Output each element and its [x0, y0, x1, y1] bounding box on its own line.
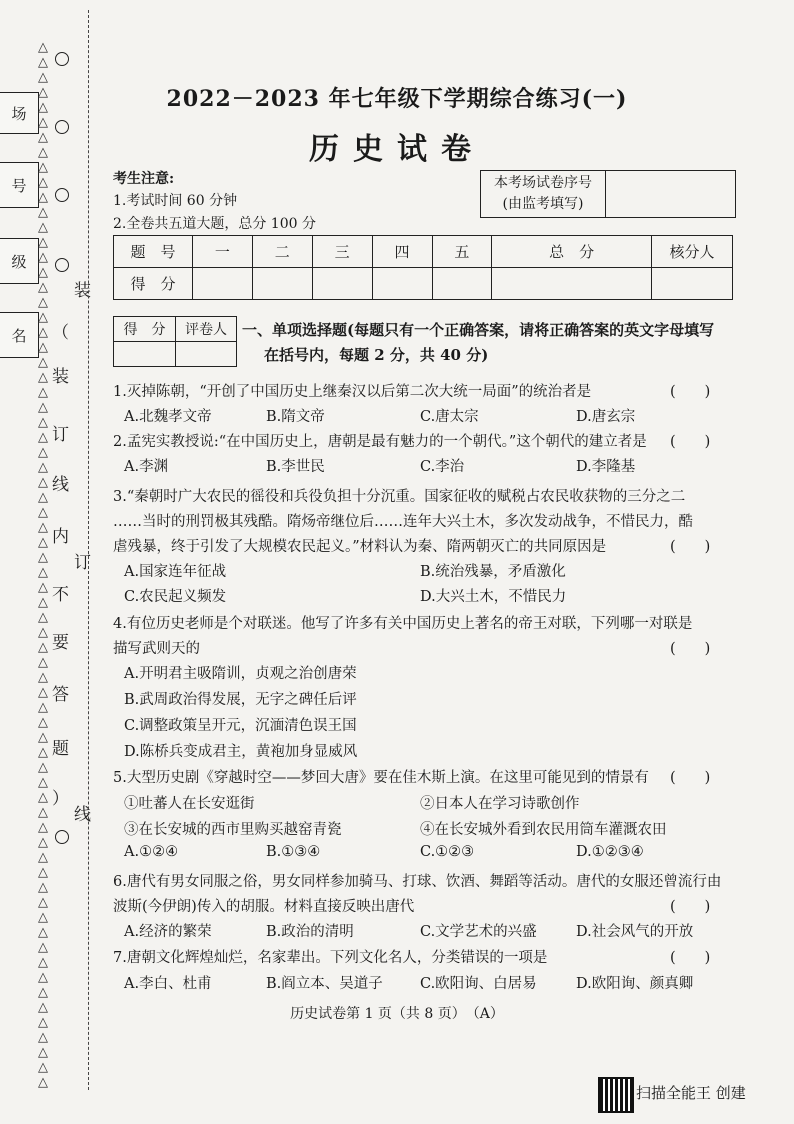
binding-dashed-line — [88, 10, 89, 1090]
triangle-column — [34, 40, 52, 1090]
score-cell[interactable] — [312, 268, 372, 300]
question-6-stem-line: 波斯(今伊朗)传入的胡服。材料直接反映出唐代 — [113, 899, 415, 915]
answer-paren[interactable]: ( ) — [670, 384, 711, 400]
score-header-cell: 核分人 — [652, 236, 733, 268]
question-5-stem: 5.大型历史剧《穿越时空——梦回大唐》要在佳木斯上演。在这里可能见到的情景有 — [113, 770, 649, 786]
score-header-cell: 五 — [432, 236, 492, 268]
triangle-mark: △ — [38, 685, 48, 700]
grader-score-label: 得 分 — [114, 317, 176, 342]
notice-item: 1.考试时间 60 分钟 — [113, 193, 238, 209]
triangle-mark: △ — [38, 865, 48, 880]
box-banji: 级 — [0, 238, 39, 284]
question-2-stem: 2.孟宪实教授说:“在中国历史上，唐朝是最有魅力的一个朝代。”这个朝代的建立者是 — [113, 434, 647, 450]
statement-item: ④在长安城外看到农民用筒车灌溉农田 — [420, 822, 667, 838]
option: D.欧阳询、颜真卿 — [576, 976, 694, 992]
option: C.调整政策呈开元，沉湎清色误王国 — [124, 718, 357, 734]
triangle-mark: △ — [38, 190, 48, 205]
question-6-stem-line: 6.唐代有男女同服之俗，男女同样参加骑马、打球、饮酒、舞蹈等活动。唐代的女服还曾流行由 — [113, 874, 722, 890]
binding-char: 答 — [52, 685, 69, 705]
option: A.李白、杜甫 — [124, 976, 212, 992]
answer-paren[interactable]: ( ) — [670, 950, 711, 966]
triangle-mark: △ — [38, 910, 48, 925]
section1-line: 一、单项选择题(每题只有一个正确答案，请将正确答案的英文字母填写 — [242, 321, 715, 339]
triangle-mark: △ — [38, 940, 48, 955]
triangle-mark: △ — [38, 385, 48, 400]
grader-name-label: 评卷人 — [176, 317, 237, 342]
triangle-mark: △ — [38, 610, 48, 625]
option: B.隋文帝 — [266, 409, 325, 425]
question-3-stem-line: ……当时的刑罚极其残酷。隋炀帝继位后……连年大兴土木，多次发动战争，不惜民力，酷 — [113, 514, 693, 530]
score-header-cell: 一 — [193, 236, 253, 268]
binding-char: 订 — [74, 553, 91, 573]
option: D.唐玄宗 — [576, 409, 636, 425]
triangle-mark: △ — [38, 850, 48, 865]
score-cell[interactable] — [252, 268, 312, 300]
triangle-mark: △ — [38, 175, 48, 190]
option: B.统治残暴，矛盾激化 — [420, 564, 566, 580]
triangle-mark: △ — [38, 745, 48, 760]
triangle-mark: △ — [38, 40, 48, 55]
score-row-label: 得 分 — [114, 268, 193, 300]
triangle-mark: △ — [38, 985, 48, 1000]
seat-number-label — [481, 171, 606, 217]
triangle-mark: △ — [38, 790, 48, 805]
triangle-mark: △ — [38, 535, 48, 550]
binding-char: 装 — [52, 367, 69, 387]
circle-mark — [55, 188, 69, 202]
triangle-mark: △ — [38, 550, 48, 565]
triangle-mark: △ — [38, 250, 48, 265]
triangle-mark: △ — [38, 115, 48, 130]
score-header-cell: 二 — [252, 236, 312, 268]
triangle-mark: △ — [38, 520, 48, 535]
triangle-mark: △ — [38, 970, 48, 985]
triangle-mark: △ — [38, 775, 48, 790]
box-kaochang: 场 — [0, 92, 39, 134]
statement-item: ③在长安城的西市里购买越窑青瓷 — [124, 822, 342, 838]
option: B.李世民 — [266, 459, 325, 475]
option: B.①③④ — [266, 844, 321, 860]
answer-paren[interactable]: ( ) — [670, 899, 711, 915]
triangle-mark: △ — [38, 820, 48, 835]
triangle-mark: △ — [38, 670, 48, 685]
triangle-mark: △ — [38, 655, 48, 670]
question-4-stem-line: 描写武则天的 — [113, 641, 200, 657]
score-header-cell: 总 分 — [492, 236, 652, 268]
triangle-mark: △ — [38, 100, 48, 115]
option: A.李渊 — [124, 459, 169, 475]
binding-char: （ — [52, 323, 69, 343]
option: D.大兴土木，不惜民力 — [420, 589, 567, 605]
option: D.陈桥兵变成君主，黄袍加身显威风 — [124, 744, 358, 760]
triangle-mark: △ — [38, 85, 48, 100]
option: D.李隆基 — [576, 459, 636, 475]
circle-mark — [55, 52, 69, 66]
option: B.政治的清明 — [266, 924, 354, 940]
box-xingming: 名 — [0, 312, 39, 358]
option: A.北魏孝文帝 — [124, 409, 212, 425]
binding-char: 线 — [74, 805, 91, 825]
option: C.农民起义频发 — [124, 589, 227, 605]
triangle-mark: △ — [38, 1015, 48, 1030]
score-header-cell: 题 号 — [114, 236, 193, 268]
triangle-mark: △ — [38, 1045, 48, 1060]
binding-char: 要 — [52, 633, 69, 653]
option: B.阎立本、吴道子 — [266, 976, 383, 992]
question-3-stem-line: 3.“秦朝时广大农民的徭役和兵役负担十分沉重。国家征收的赋税占农民收获物的三分之二 — [113, 489, 686, 505]
score-header-cell: 三 — [312, 236, 372, 268]
score-cell[interactable] — [652, 268, 733, 300]
triangle-mark: △ — [38, 505, 48, 520]
score-table — [113, 235, 733, 300]
grader-name-cell[interactable] — [176, 342, 237, 367]
triangle-mark: △ — [38, 805, 48, 820]
seat-label-line: 本考场试卷序号 — [494, 175, 592, 191]
triangle-mark: △ — [38, 625, 48, 640]
triangle-mark: △ — [38, 1000, 48, 1015]
triangle-mark: △ — [38, 925, 48, 940]
triangle-mark: △ — [38, 445, 48, 460]
binding-char: 内 — [52, 527, 69, 547]
qr-code-icon — [598, 1077, 634, 1113]
score-cell[interactable] — [193, 268, 253, 300]
score-cell[interactable] — [492, 268, 652, 300]
seat-number-field[interactable] — [606, 171, 735, 217]
triangle-mark: △ — [38, 835, 48, 850]
triangle-mark: △ — [38, 430, 48, 445]
option: C.①②③ — [420, 844, 475, 860]
section1-line: 在括号内，每题 2 分，共 40 分) — [264, 346, 489, 364]
seat-number-box — [480, 170, 736, 218]
triangle-mark: △ — [38, 160, 48, 175]
question-3-stem-line: 虐残暴，终于引发了大规模农民起义。”材料认为秦、隋两朝灭亡的共同原因是 — [113, 539, 607, 555]
triangle-mark: △ — [38, 580, 48, 595]
option: A.开明君主吸隋训，贞观之治创唐荣 — [124, 666, 357, 682]
triangle-mark: △ — [38, 130, 48, 145]
triangle-mark: △ — [38, 220, 48, 235]
circle-mark — [55, 258, 69, 272]
notice-item: 2.全卷共五道大题，总分 100 分 — [113, 216, 316, 232]
box-kaohao: 号 — [0, 162, 39, 208]
option: A.①②④ — [124, 844, 179, 860]
notice-title: 考生注意: — [113, 171, 175, 187]
triangle-mark: △ — [38, 55, 48, 70]
triangle-mark: △ — [38, 310, 48, 325]
triangle-mark: △ — [38, 760, 48, 775]
binding-char: 线 — [52, 475, 69, 495]
triangle-mark: △ — [38, 475, 48, 490]
option: C.欧阳询、白居易 — [420, 976, 537, 992]
triangle-mark: △ — [38, 145, 48, 160]
score-value-row — [114, 268, 733, 300]
answer-paren[interactable]: ( ) — [670, 770, 711, 786]
binding-char: 订 — [52, 425, 69, 445]
option: D.社会风气的开放 — [576, 924, 694, 940]
triangle-mark: △ — [38, 370, 48, 385]
option: B.武周政治得发展，无字之碑任后评 — [124, 692, 357, 708]
statement-item: ①吐蕃人在长安逛街 — [124, 796, 255, 812]
triangle-mark: △ — [38, 1030, 48, 1045]
triangle-mark: △ — [38, 895, 48, 910]
triangle-mark: △ — [38, 415, 48, 430]
triangle-mark: △ — [38, 355, 48, 370]
triangle-mark: △ — [38, 460, 48, 475]
score-header-row — [114, 236, 733, 268]
answer-paren[interactable]: ( ) — [670, 434, 711, 450]
grader-score-cell[interactable] — [114, 342, 176, 367]
question-4-stem-line: 4.有位历史老师是个对联迷。他写了许多有关中国历史上著名的帝王对联，下列哪一对联是 — [113, 616, 693, 632]
triangle-mark: △ — [38, 235, 48, 250]
binding-char: 装 — [74, 281, 91, 301]
triangle-mark: △ — [38, 295, 48, 310]
triangle-mark: △ — [38, 565, 48, 580]
binding-char: 不 — [52, 585, 69, 605]
score-cell[interactable] — [432, 268, 492, 300]
triangle-mark: △ — [38, 640, 48, 655]
score-cell[interactable] — [372, 268, 432, 300]
statement-item: ②日本人在学习诗歌创作 — [420, 796, 580, 812]
triangle-mark: △ — [38, 715, 48, 730]
section1-heading — [242, 318, 742, 368]
triangle-mark: △ — [38, 955, 48, 970]
triangle-mark: △ — [38, 400, 48, 415]
triangle-mark: △ — [38, 340, 48, 355]
option: C.唐太宗 — [420, 409, 479, 425]
circle-mark — [55, 830, 69, 844]
answer-paren[interactable]: ( ) — [670, 539, 711, 555]
triangle-mark: △ — [38, 265, 48, 280]
triangle-mark: △ — [38, 1060, 48, 1075]
triangle-mark: △ — [38, 280, 48, 295]
option: A.国家连年征战 — [124, 564, 227, 580]
exam-subject: 历史试卷 — [309, 132, 485, 167]
scanner-watermark: 扫描全能王 创建 — [636, 1084, 746, 1102]
grader-table — [113, 316, 237, 367]
triangle-mark: △ — [38, 730, 48, 745]
option: C.李治 — [420, 459, 465, 475]
option: C.文学艺术的兴盛 — [420, 924, 537, 940]
triangle-mark: △ — [38, 880, 48, 895]
exam-title: 2022－2023 年七年级下学期综合练习(一) — [166, 86, 628, 112]
seat-label-line: (由监考填写) — [502, 196, 584, 212]
question-7-stem: 7.唐朝文化辉煌灿烂，名家辈出。下列文化名人，分类错误的一项是 — [113, 950, 548, 966]
binding-char: 题 — [52, 739, 69, 759]
option: A.经济的繁荣 — [124, 924, 212, 940]
score-header-cell: 四 — [372, 236, 432, 268]
triangle-mark: △ — [38, 205, 48, 220]
triangle-mark: △ — [38, 700, 48, 715]
binding-char: ） — [52, 789, 69, 809]
triangle-mark: △ — [38, 595, 48, 610]
triangle-mark: △ — [38, 490, 48, 505]
page-footer: 历史试卷第 1 页（共 8 页） （A） — [290, 1006, 504, 1022]
option: D.①②③④ — [576, 844, 644, 860]
triangle-mark: △ — [38, 70, 48, 85]
answer-paren[interactable]: ( ) — [670, 641, 711, 657]
triangle-mark: △ — [38, 1075, 48, 1090]
triangle-mark: △ — [38, 325, 48, 340]
question-1-stem: 1.灭掉陈朝，“开创了中国历史上继秦汉以后第二次大统一局面”的统治者是 — [113, 384, 592, 400]
